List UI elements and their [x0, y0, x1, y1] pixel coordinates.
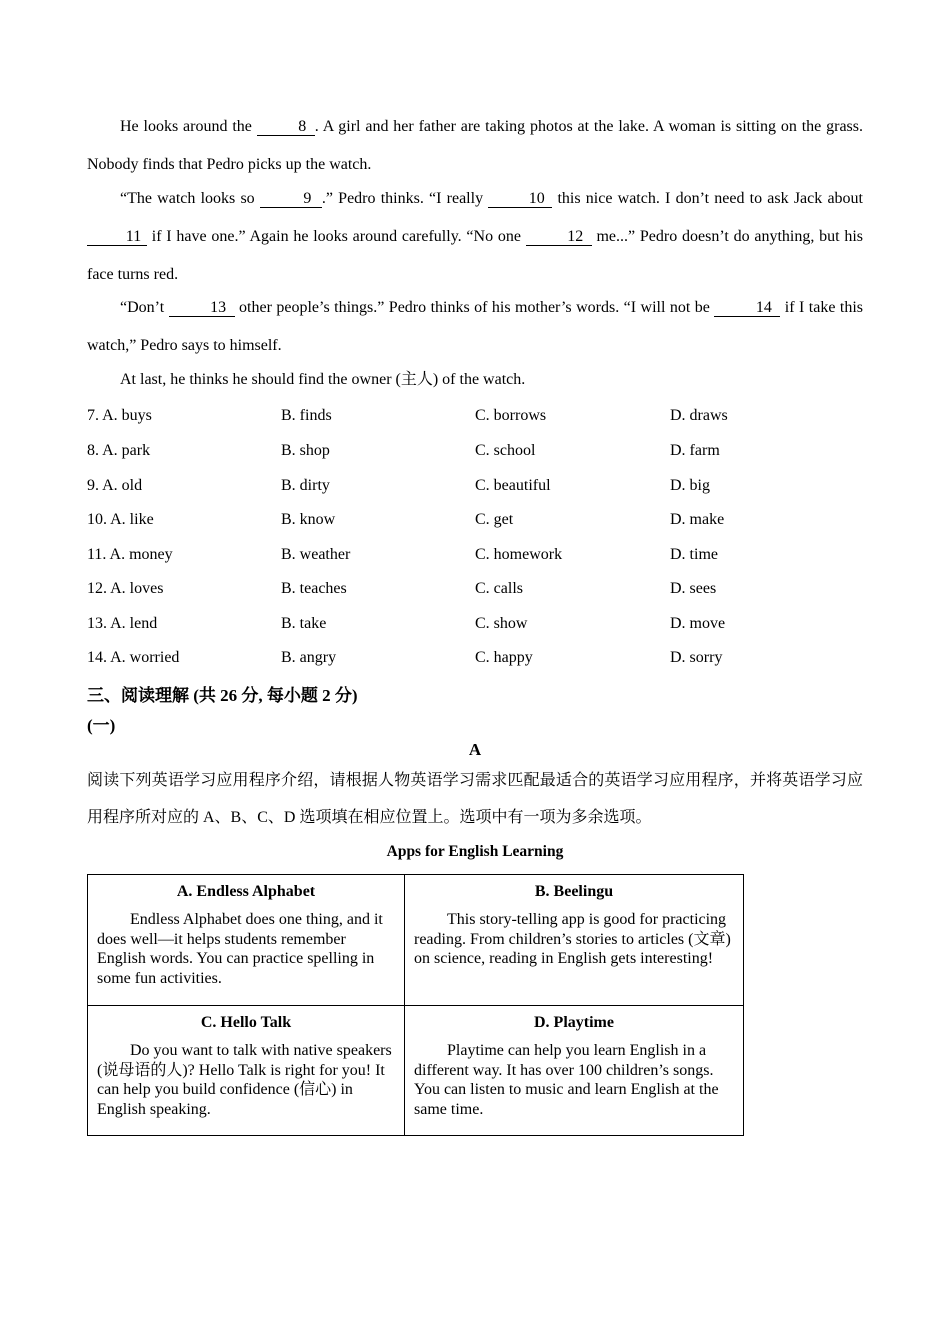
option-9-c: C. beautiful: [475, 477, 551, 494]
apps-table: [87, 874, 744, 1136]
option-8-a: 8. A. park: [87, 442, 151, 459]
passage-letter: A: [468, 740, 482, 759]
blank-14: 14: [714, 300, 780, 317]
section-subheading: (一): [87, 716, 116, 735]
option-11-b: B. weather: [281, 546, 351, 563]
option-11-a: 11. A. money: [87, 546, 173, 563]
app-body-d: Playtime can help you learn English in a different way. It has over 100 children’s songs. You can listen to music and learn English at the same time.: [414, 1042, 719, 1118]
section-heading: 三、阅读理解 (共 26 分, 每小题 2 分): [87, 686, 358, 705]
app-cell-a: [88, 875, 404, 1005]
blank-11: 11: [87, 229, 147, 246]
option-12-d: D. sees: [670, 580, 717, 597]
option-9-b: B. dirty: [281, 477, 330, 494]
blank-8: 8: [257, 119, 315, 136]
option-row-9: [87, 474, 867, 498]
app-cell-b: [405, 875, 743, 1005]
option-9-d: D. big: [670, 477, 710, 494]
option-9-a: 9. A. old: [87, 477, 143, 494]
option-8-c: C. school: [475, 442, 536, 459]
option-7-d: D. draws: [670, 407, 728, 424]
app-title-c: C. Hello Talk: [200, 1014, 292, 1031]
instructions: 阅读下列英语学习应用程序介绍，请根据人物英语学习需求匹配最适合的英语学习应用程序，并将英语学习应用程序所对应的 A、B、C、D 选项填在相应位置上。选项中有一项为多余选项。: [87, 772, 863, 826]
option-8-b: B. shop: [281, 442, 330, 459]
passage-paragraph-2: “The watch looks so 9 .” Pedro thinks. “I really 10 this nice watch. I don’t need to ask Jack about 11 if I have one.” Again he looks around carefully. “No one 12 me...” Pedro doesn’t do anything, but his face turns red.: [87, 190, 864, 283]
app-body-b: This story-telling app is good for practicing reading. From children’s stories to articles (文章) on science, reading in English gets interesting!: [414, 911, 731, 968]
option-row-10: [87, 508, 867, 532]
option-10-c: C. get: [475, 511, 514, 528]
option-13-b: B. take: [281, 615, 327, 632]
app-title-b: B. Beelingu: [534, 883, 614, 900]
blank-13: 13: [169, 300, 235, 317]
table-title: Apps for English Learning: [386, 843, 564, 860]
option-7-a: 7. A. buys: [87, 407, 152, 424]
option-row-8: [87, 439, 867, 463]
option-row-7: [87, 404, 867, 428]
option-11-d: D. time: [670, 546, 718, 563]
option-14-a: 14. A. worried: [87, 649, 180, 666]
passage-paragraph-1: He looks around the 8 . A girl and her father are taking photos at the lake. A woman is sitting on the grass. Nobody finds that Pedro picks up the watch.: [87, 118, 863, 173]
option-row-12: [87, 577, 867, 601]
blank-10: 10: [488, 191, 552, 208]
option-13-c: C. show: [475, 615, 528, 632]
option-14-c: C. happy: [475, 649, 533, 666]
option-row-11: [87, 543, 867, 567]
option-13-d: D. move: [670, 615, 726, 632]
option-14-d: D. sorry: [670, 649, 723, 666]
option-7-c: C. borrows: [475, 407, 547, 424]
passage-paragraph-3: “Don’t 13 other people’s things.” Pedro thinks of his mother’s words. “I will not be 14 if I take this watch,” Pedro says to himself.: [87, 299, 863, 354]
app-body-a: Endless Alphabet does one thing, and it does well—it helps students remember English words. You can practice spelling in some fun activities.: [97, 911, 383, 987]
option-7-b: B. finds: [281, 407, 332, 424]
app-body-c: Do you want to talk with native speakers (说母语的人)? Hello Talk is right for you! It can help you build confidence (信心) in English speaking.: [97, 1042, 392, 1118]
option-10-d: D. make: [670, 511, 725, 528]
blank-9: 9: [260, 191, 322, 208]
option-11-c: C. homework: [475, 546, 563, 563]
option-12-a: 12. A. loves: [87, 580, 164, 597]
option-13-a: 13. A. lend: [87, 615, 158, 632]
app-cell-d: [405, 1006, 743, 1135]
option-10-a: 10. A. like: [87, 511, 154, 528]
app-title-d: D. Playtime: [534, 1014, 614, 1031]
option-12-b: B. teaches: [281, 580, 347, 597]
blank-12: 12: [526, 229, 592, 246]
option-14-b: B. angry: [281, 649, 337, 666]
option-row-13: [87, 612, 867, 636]
app-title-a: A. Endless Alphabet: [176, 883, 316, 900]
option-row-14: [87, 646, 867, 670]
passage-paragraph-4: At last, he thinks he should find the owner (主人) of the watch.: [120, 371, 526, 388]
option-12-c: C. calls: [475, 580, 523, 597]
app-cell-c: [88, 1006, 404, 1135]
option-10-b: B. know: [281, 511, 336, 528]
option-8-d: D. farm: [670, 442, 720, 459]
